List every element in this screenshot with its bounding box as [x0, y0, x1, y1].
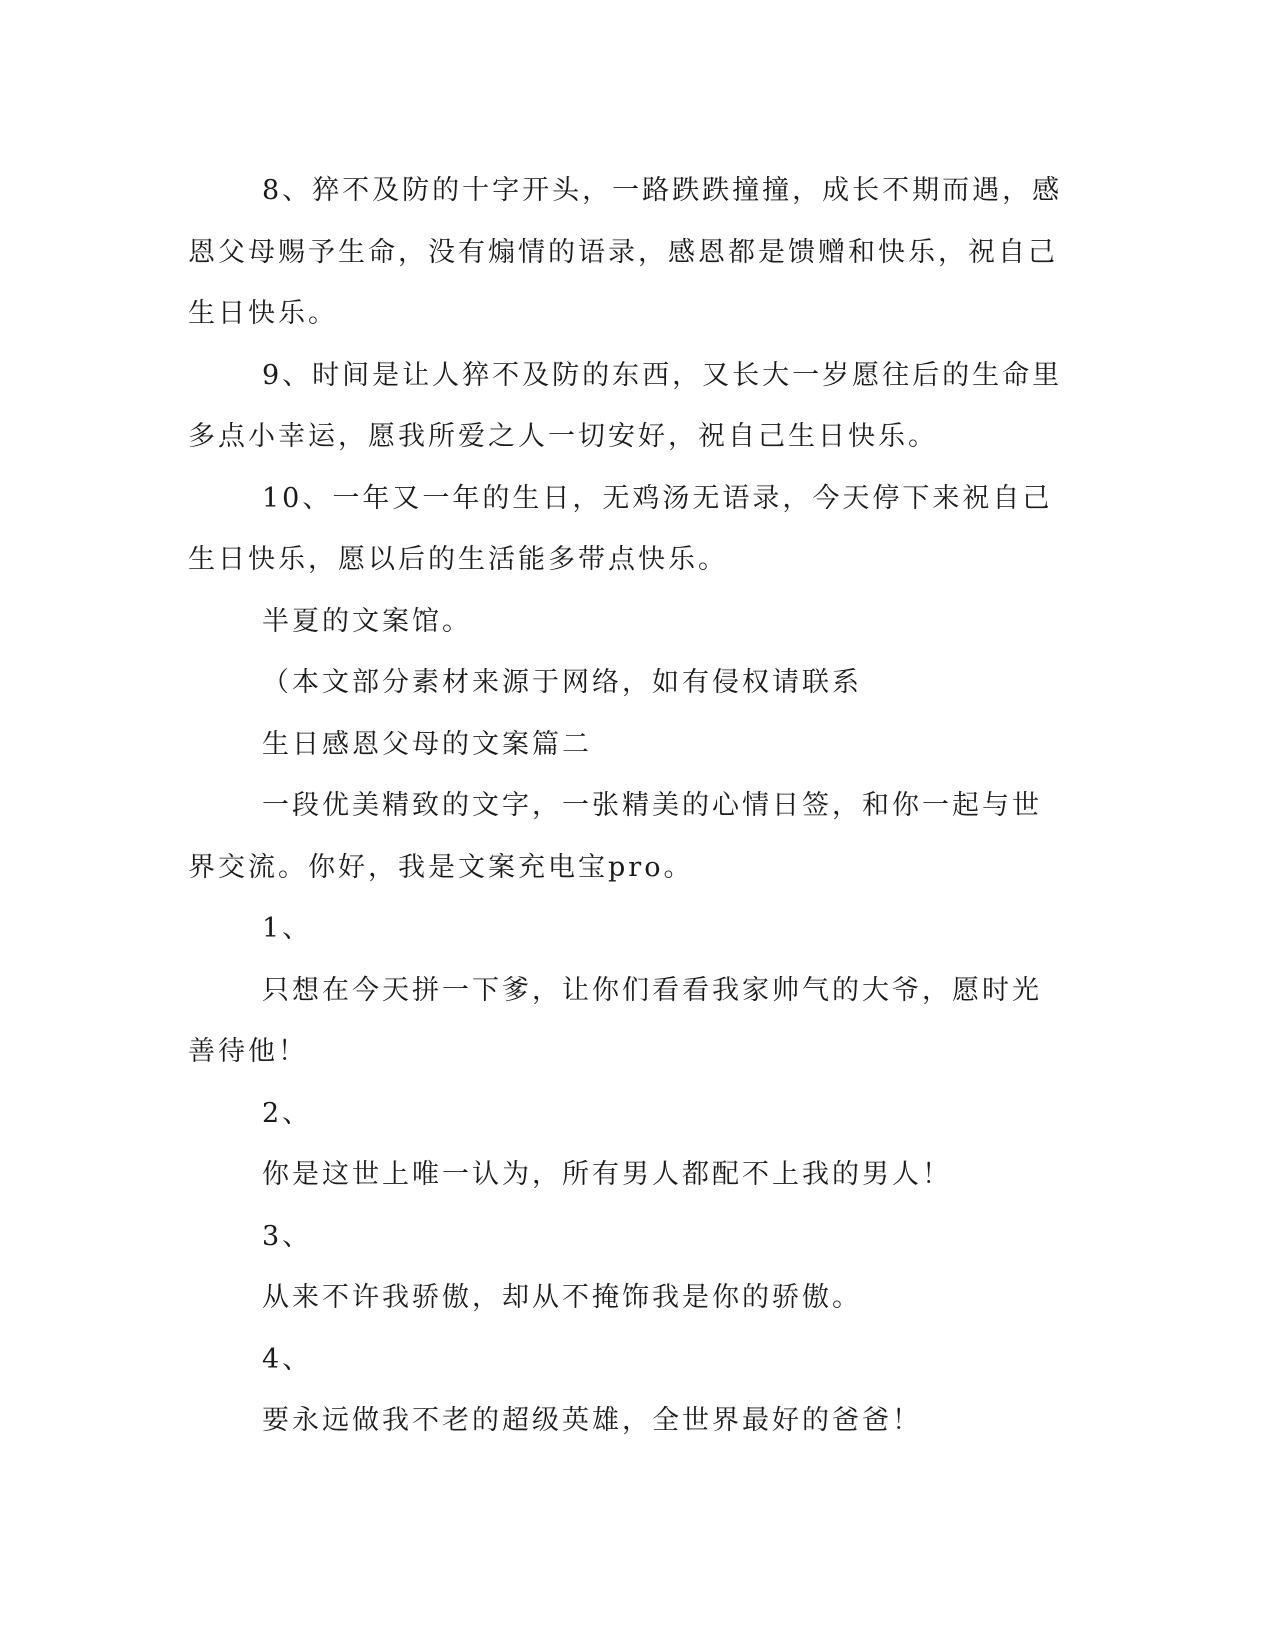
- item-text-4: 要永远做我不老的超级英雄，全世界最好的爸爸！: [262, 1405, 922, 1436]
- paragraph-8: 8、猝不及防的十字开头，一路跌跌撞撞，成长不期而遇，感恩父母赐予生命，没有煽情的语录，感恩都是馈赠和快乐，祝自己生日快乐。: [188, 175, 1063, 329]
- signature-line: 半夏的文案馆。: [262, 605, 472, 637]
- item-text-2: 你是这世上唯一认为，所有男人都配不上我的男人！: [262, 1159, 952, 1190]
- paragraph-9: 9、时间是让人猝不及防的东西，又长大一岁愿往后的生命里多点小幸运，愿我所爱之人一切安好，祝自己生日快乐。: [188, 359, 1063, 452]
- paragraph-10: 10、一年又一年的生日，无鸡汤无语录，今天停下来祝自己生日快乐，愿以后的生活能多带点快乐。: [188, 482, 1053, 575]
- item-number-4: 4、: [262, 1343, 313, 1375]
- section-heading: 生日感恩父母的文案篇二: [262, 728, 592, 760]
- intro-paragraph: 一段优美精致的文字，一张精美的心情日签，和你一起与世界交流。你好，我是文案充电宝pro。: [188, 790, 1042, 883]
- item-number-3: 3、: [262, 1220, 313, 1252]
- document-body: [188, 160, 1068, 1452]
- item-number-1: 1、: [262, 913, 313, 944]
- copyright-note: （本文部分素材来源于网络，如有侵权请联系: [262, 667, 862, 698]
- item-text-3: 从来不许我骄傲，却从不掩饰我是你的骄傲。: [262, 1282, 862, 1313]
- item-text-1: 只想在今天拼一下爹，让你们看看我家帅气的大爷，愿时光善待他！: [188, 974, 1042, 1067]
- item-number-2: 2、: [262, 1097, 313, 1129]
